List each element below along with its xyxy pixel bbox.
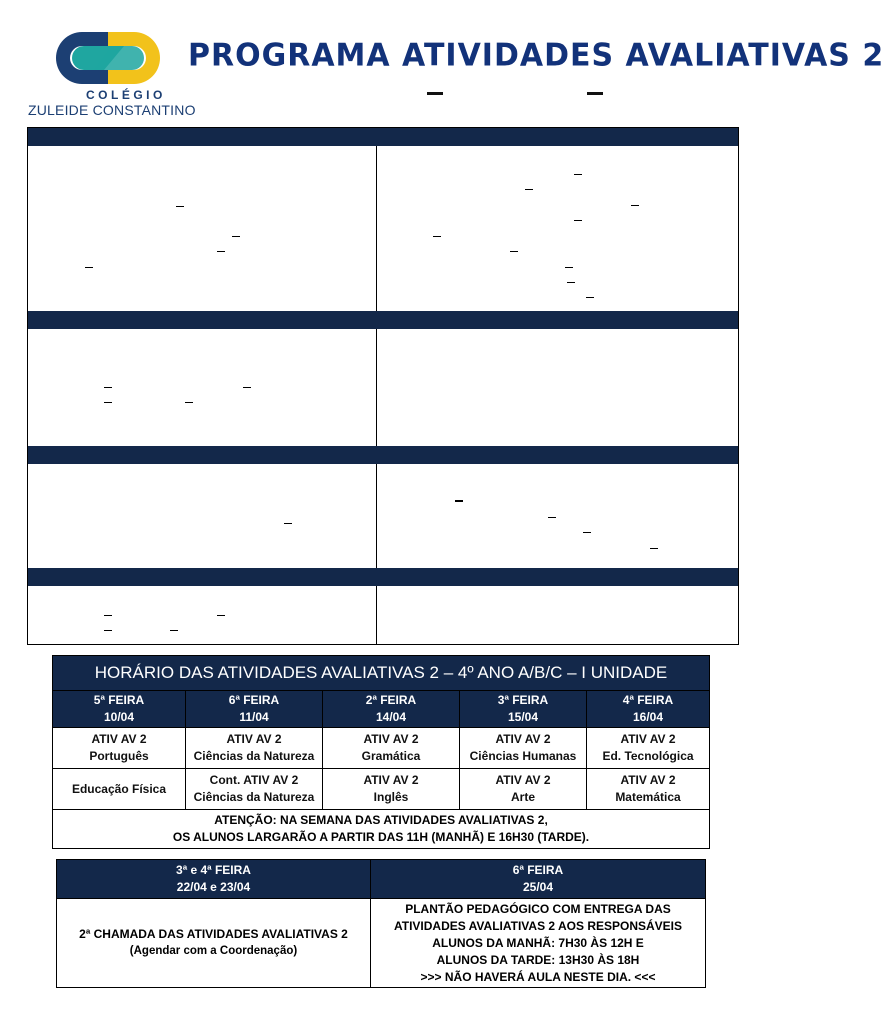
dash-mark — [433, 236, 441, 237]
schedule-cell: ATIV AV 2 Português — [53, 728, 186, 769]
schedule-cell: ATIV AV 2 Ed. Tecnológica — [587, 728, 710, 769]
dash-mark — [232, 236, 240, 237]
plantao-cell: PLANTÃO PEDAGÓGICO COM ENTREGA DAS ATIVIDADES AVALIATIVAS 2 AOS RESPONSÁVEIS ALUNOS DA MANHÃ: 7H30 ÀS 12H E ALUNOS DA TARDE: 13H30 ÀS 18H >>> NÃO HAVERÁ AULA NESTE DIA. <<< — [371, 899, 706, 988]
schedule-cell: Educação Física — [53, 769, 186, 810]
schedule-cell: Cont. ATIV AV 2 Ciências da Natureza — [186, 769, 323, 810]
schedule-cell: ATIV AV 2 Matemática — [587, 769, 710, 810]
dash-mark — [583, 532, 591, 533]
schedule-table — [52, 655, 710, 849]
logo-mark-icon — [54, 30, 162, 86]
schedule-title: HORÁRIO DAS ATIVIDADES AVALIATIVAS 2 – 4º ANO A/B/C – I UNIDADE — [53, 656, 710, 691]
schedule-cell: ATIV AV 2 Gramática — [323, 728, 460, 769]
dash-mark — [176, 206, 184, 207]
grid-header-bar — [28, 311, 738, 329]
dash-mark — [217, 251, 225, 252]
dash-mark — [631, 205, 639, 206]
dash-mark — [574, 220, 582, 221]
dash-mark — [104, 630, 112, 631]
dash-mark — [104, 387, 112, 388]
day-header: 3ª FEIRA 15/04 — [460, 691, 587, 728]
dash-mark — [510, 251, 518, 252]
title-dash — [587, 92, 603, 95]
dash-mark — [185, 402, 193, 403]
dash-mark — [217, 615, 225, 616]
page-title: PROGRAMA ATIVIDADES AVALIATIVAS 2 — [188, 37, 884, 74]
day-header: 6ª FEIRA 11/04 — [186, 691, 323, 728]
school-logo — [28, 30, 196, 120]
dash-mark — [548, 517, 556, 518]
dash-mark — [567, 282, 575, 283]
dash-mark — [85, 267, 93, 268]
program-grid — [27, 127, 739, 645]
title-dash — [427, 92, 443, 95]
followup-header-left: 3ª e 4ª FEIRA 22/04 e 23/04 — [57, 860, 371, 899]
grid-header-bar — [28, 128, 738, 146]
dash-mark — [525, 189, 533, 190]
day-header: 2ª FEIRA 14/04 — [323, 691, 460, 728]
schedule-cell: ATIV AV 2 Ciências da Natureza — [186, 728, 323, 769]
dash-mark — [243, 387, 251, 388]
logo-text-bottom: ZULEIDE CONSTANTINO — [28, 102, 196, 118]
attention-note: ATENÇÃO: NA SEMANA DAS ATIVIDADES AVALIATIVAS 2, OS ALUNOS LARGARÃO A PARTIR DAS 11H (MANHÃ) E 16H30 (TARDE). — [53, 810, 710, 849]
dash-mark — [284, 523, 292, 524]
logo-text-top: COLÉGIO — [86, 88, 166, 102]
dash-mark — [650, 548, 658, 549]
dash-mark — [574, 174, 582, 175]
followup-header-right: 6ª FEIRA 25/04 — [371, 860, 706, 899]
dash-mark — [170, 630, 178, 631]
followup-table — [56, 859, 706, 988]
dash-mark — [586, 297, 594, 298]
second-call-cell: 2ª CHAMADA DAS ATIVIDADES AVALIATIVAS 2 (Agendar com a Coordenação) — [57, 899, 371, 988]
schedule-cell: ATIV AV 2 Ciências Humanas — [460, 728, 587, 769]
dash-mark — [104, 402, 112, 403]
day-header: 4ª FEIRA 16/04 — [587, 691, 710, 728]
schedule-cell: ATIV AV 2 Inglês — [323, 769, 460, 810]
dash-mark — [104, 615, 112, 616]
grid-divider — [376, 128, 377, 644]
schedule-cell: ATIV AV 2 Arte — [460, 769, 587, 810]
grid-header-bar — [28, 446, 738, 464]
dash-mark — [455, 500, 463, 502]
dash-mark — [565, 267, 573, 268]
day-header: 5ª FEIRA 10/04 — [53, 691, 186, 728]
grid-header-bar — [28, 568, 738, 586]
